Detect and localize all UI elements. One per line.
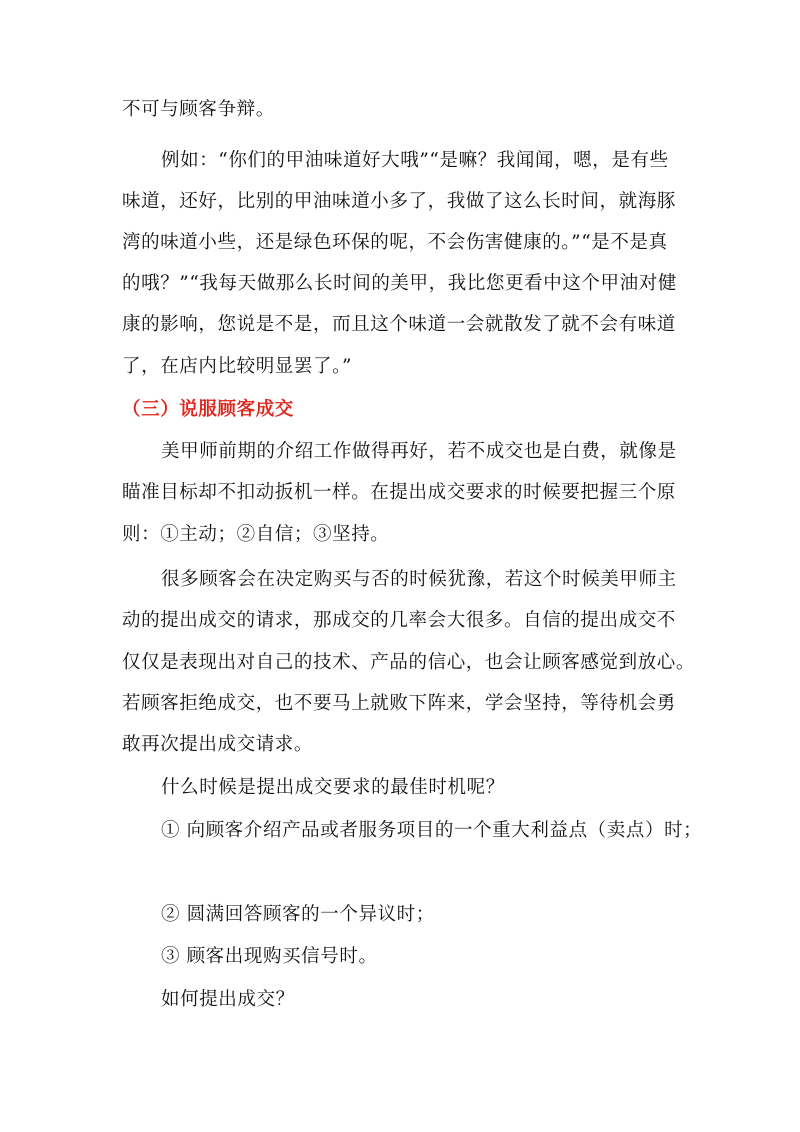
paragraph-line: 味道，还好，比别的甲油味道小多了，我做了这么长时间，就海豚 — [122, 191, 676, 212]
paragraph-line: 仅仅是表现出对自己的技术、产品的信心，也会让顾客感觉到放心。 — [122, 652, 696, 673]
paragraph-line: 康的影响，您说是不是，而且这个味道一会就散发了就不会有味道 — [122, 314, 676, 335]
paragraph-line: 了，在店内比较明显罢了。” — [122, 356, 353, 377]
paragraph-line: 若顾客拒绝成交，也不要马上就败下阵来，学会坚持，等待机会勇 — [122, 693, 676, 714]
list-item: ③ 顾客出现购买信号时。 — [161, 946, 378, 967]
section-heading: （三）说服顾客成交 — [122, 399, 294, 420]
paragraph-line: 不可与顾客争辩。 — [122, 99, 275, 120]
paragraph-line: 则：①主动；②自信；③坚持。 — [122, 524, 390, 545]
list-item: ② 圆满回答顾客的一个异议时； — [161, 904, 435, 925]
paragraph-line: 动的提出成交的请求，那成交的几率会大很多。自信的提出成交不 — [122, 610, 676, 631]
paragraph-line: 例如：“你们的甲油味道好大哦”“是嘛？我闻闻，嗯，是有些 — [161, 150, 669, 171]
paragraph-line: 湾的味道小些，还是绿色环保的呢，不会伤害健康的。”“是不是真 — [122, 232, 668, 253]
paragraph-line: 瞄准目标却不扣动扳机一样。在提出成交要求的时候要把握三个原 — [122, 482, 676, 503]
paragraph-line: 敢再次提出成交请求。 — [122, 734, 314, 755]
list-item: ① 向顾客介绍产品或者服务项目的一个重大利益点（卖点）时； — [161, 820, 703, 841]
paragraph-line: 的哦？”“我每天做那么长时间的美甲，我比您更看中这个甲油对健 — [122, 273, 677, 294]
paragraph-line: 如何提出成交？ — [161, 989, 295, 1010]
paragraph-line: 很多顾客会在决定购买与否的时候犹豫，若这个时候美甲师主 — [161, 569, 677, 590]
paragraph-line: 美甲师前期的介绍工作做得再好，若不成交也是白费，就像是 — [161, 441, 677, 462]
paragraph-line: 什么时候是提出成交要求的最佳时机呢？ — [161, 777, 505, 798]
